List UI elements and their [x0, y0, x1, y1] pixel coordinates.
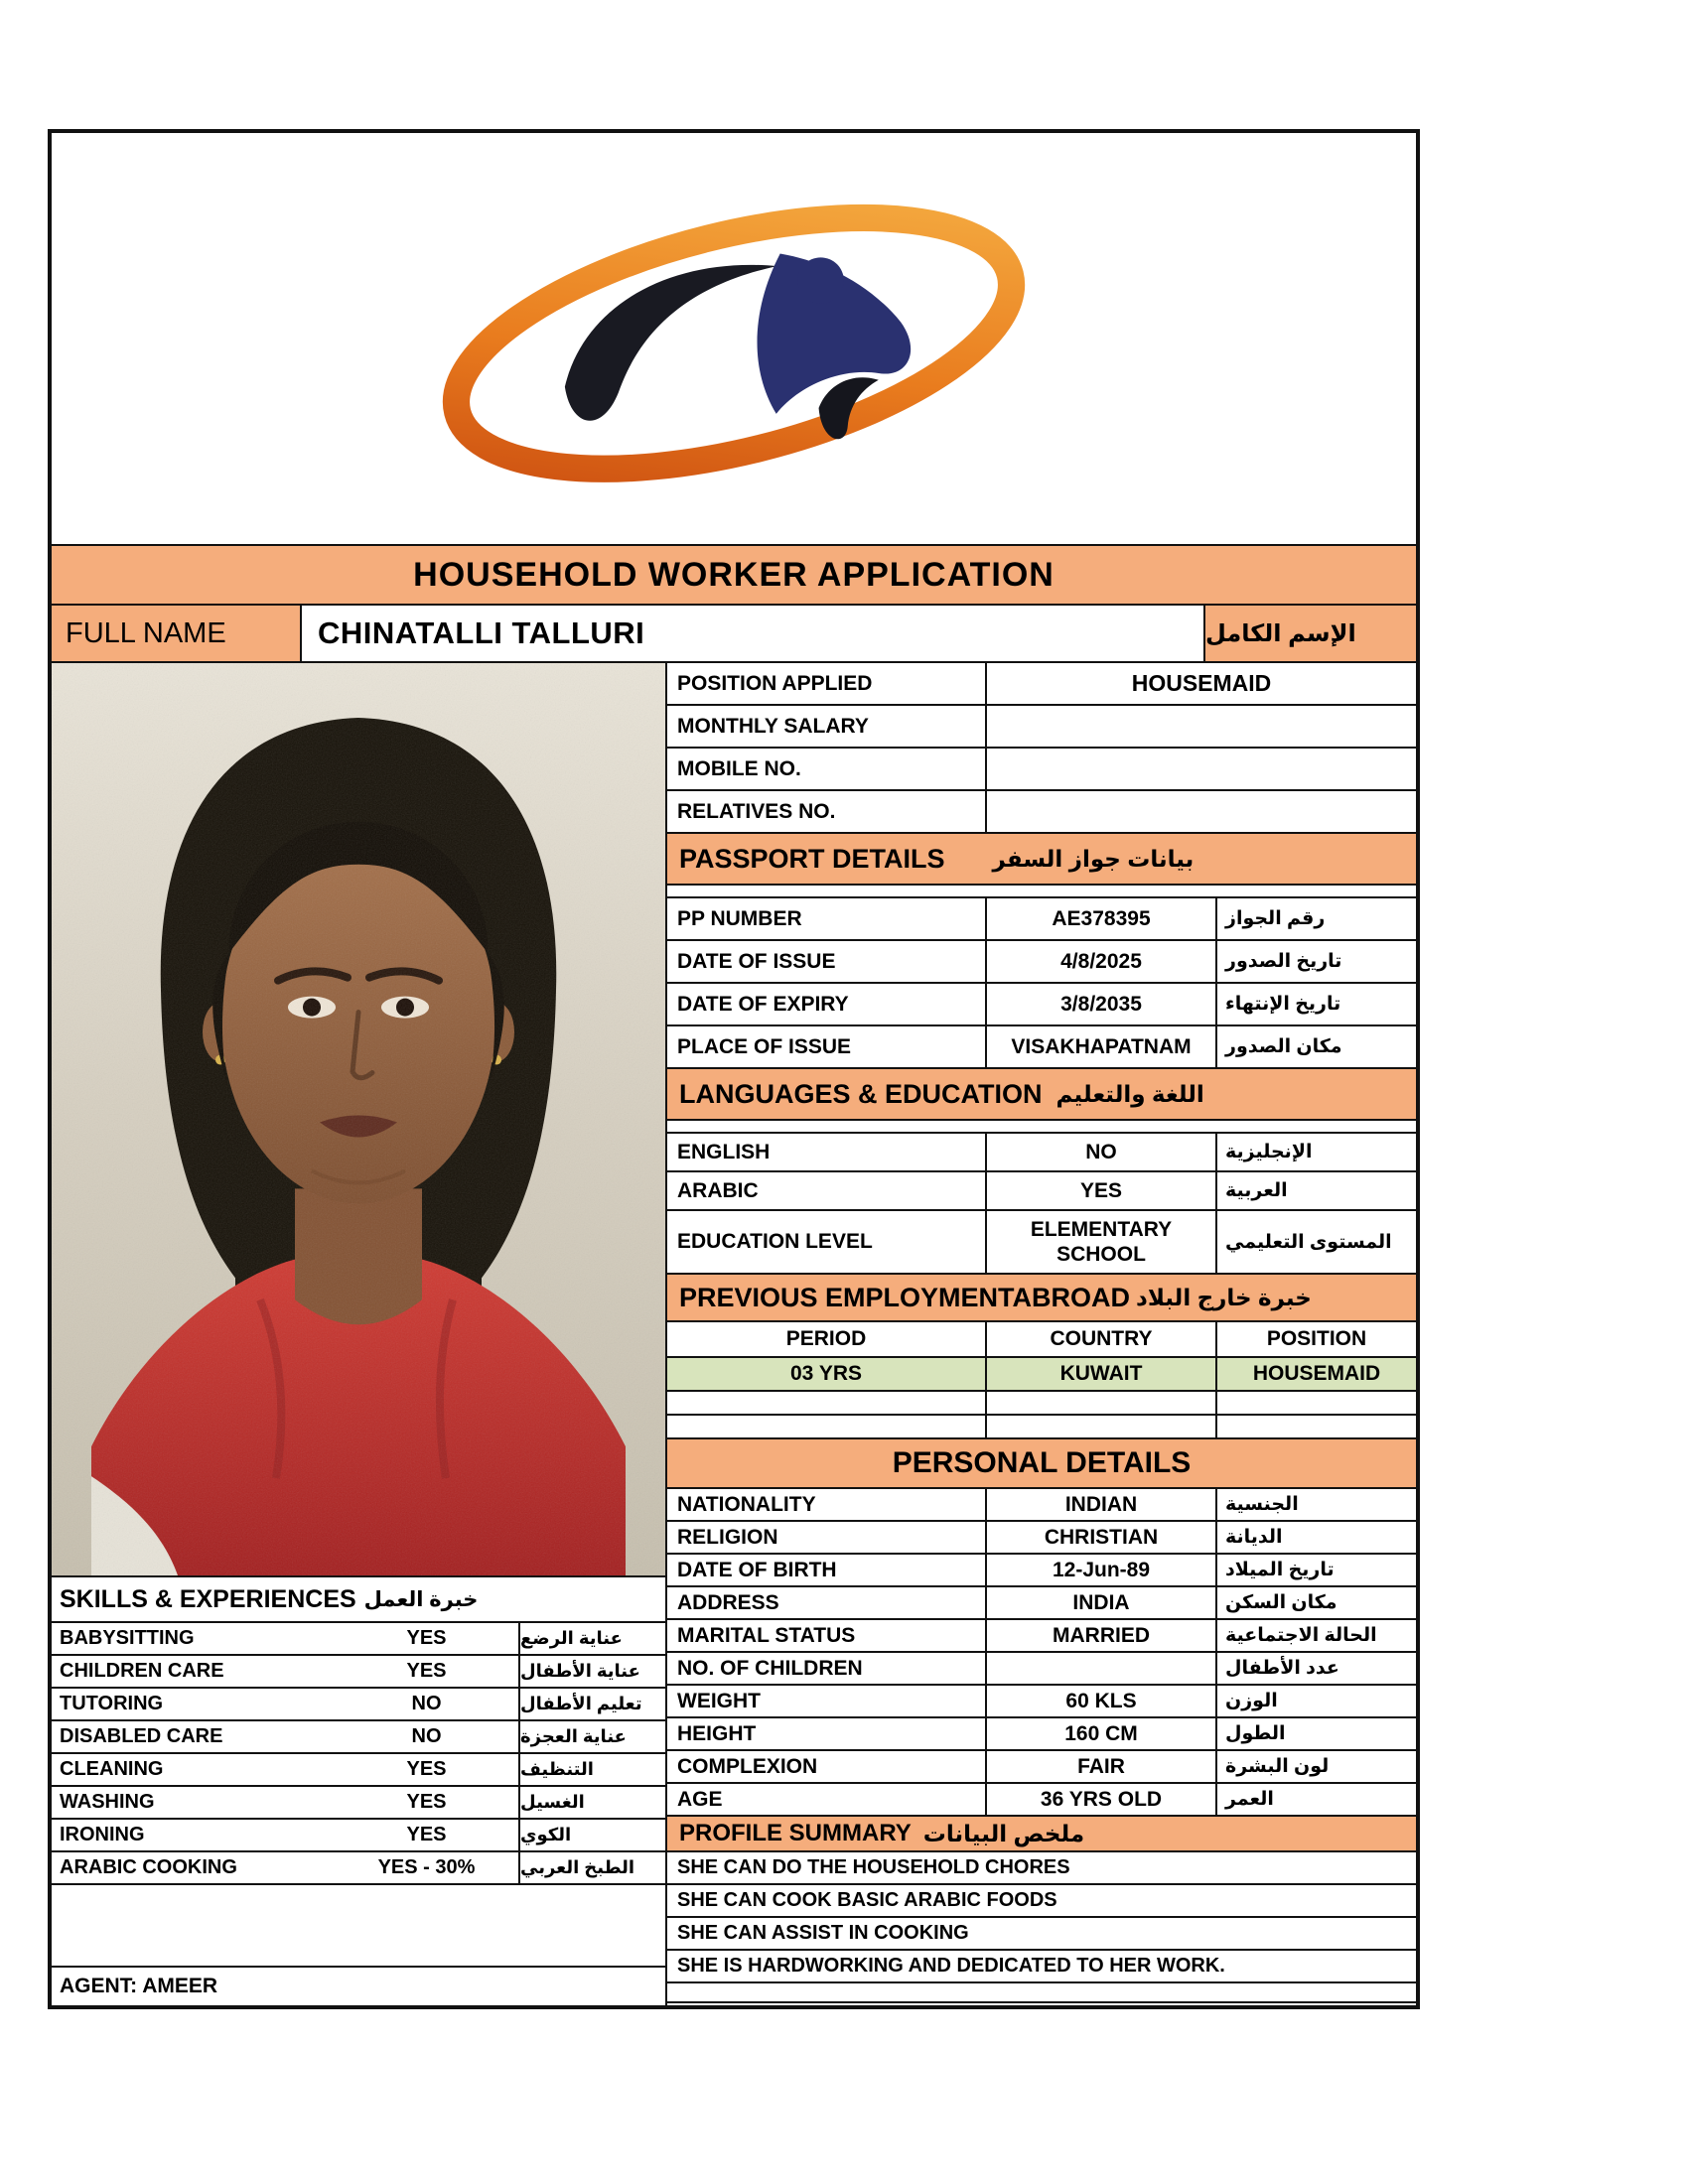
height-label-arabic: الطول: [1215, 1718, 1416, 1749]
marital-status-label: MARITAL STATUS: [677, 1623, 856, 1647]
skills-title: SKILLS & EXPERIENCES: [60, 1584, 356, 1613]
languages-title: LANGUAGES & EDUCATION: [679, 1078, 1043, 1109]
nationality-label: NATIONALITY: [677, 1492, 816, 1516]
religion-label-arabic: الديانة: [1215, 1522, 1416, 1553]
skill-value: YES: [406, 1824, 447, 1845]
skill-label-arabic: الطبخ العربي: [518, 1852, 665, 1883]
relatives-no-value: [985, 791, 1416, 832]
mobile-no-value: [985, 749, 1416, 789]
pp-number-value: AE378395: [985, 898, 1215, 939]
weight-value: 60 KLS: [985, 1686, 1215, 1716]
country-column-header: COUNTRY: [985, 1322, 1215, 1356]
employment-title: PREVIOUS EMPLOYMENTABROAD: [679, 1282, 1131, 1312]
employment-period: 03 YRS: [790, 1362, 862, 1385]
skill-label-arabic: عناية الأطفال: [518, 1656, 665, 1687]
full-name-label-arabic: الإسم الكامل: [1205, 619, 1356, 647]
document-title: HOUSEHOLD WORKER APPLICATION: [52, 544, 1416, 606]
monthly-salary-label: MONTHLY SALARY: [677, 714, 869, 738]
profile-summary-title-arabic: ملخص البيانات: [922, 1820, 1085, 1846]
language-row: [667, 1172, 1416, 1211]
marital-status-value: MARRIED: [985, 1620, 1215, 1651]
date-of-expiry-label: DATE OF EXPIRY: [677, 992, 849, 1016]
complexion-label-arabic: لون البشرة: [1215, 1751, 1416, 1782]
skill-label: WASHING: [60, 1791, 155, 1813]
employment-position: HOUSEMAID: [1215, 1358, 1416, 1390]
employment-country: [985, 1416, 1215, 1437]
place-of-issue-label: PLACE OF ISSUE: [677, 1034, 852, 1058]
personal-row: [667, 1522, 1416, 1555]
marital-status-label-arabic: الحالة الاجتماعية: [1215, 1620, 1416, 1651]
skill-label: CHILDREN CARE: [60, 1660, 224, 1682]
arabic-label-arabic: العربية: [1215, 1172, 1416, 1209]
skill-row: [52, 1787, 665, 1820]
date-of-issue-label-arabic: تاريخ الصدور: [1215, 941, 1416, 982]
skill-label-arabic: الغسيل: [518, 1787, 665, 1818]
skill-label: CLEANING: [60, 1758, 164, 1780]
passport-title: PASSPORT DETAILS: [679, 843, 945, 874]
employment-period: [667, 1392, 985, 1414]
application-row: [667, 663, 1416, 706]
skills-title-arabic: خبرة العمل: [363, 1587, 479, 1611]
employment-position: [1215, 1416, 1416, 1437]
employment-title-arabic: خبرة خارج البلاد: [1136, 1284, 1312, 1310]
left-column: [52, 663, 665, 2005]
employment-period: [667, 1416, 985, 1437]
skill-value: YES: [406, 1791, 447, 1813]
english-value: NO: [985, 1134, 1215, 1170]
employment-position: [1215, 1392, 1416, 1414]
personal-row: [667, 1718, 1416, 1751]
address-value: INDIA: [985, 1587, 1215, 1618]
profile-summary-title: PROFILE SUMMARY: [679, 1820, 912, 1846]
personal-row: [667, 1489, 1416, 1522]
no-of-children-value: [985, 1653, 1215, 1684]
weight-label: WEIGHT: [677, 1689, 761, 1712]
profile-summary-line: SHE IS HARDWORKING AND DEDICATED TO HER WORK.: [667, 1951, 1416, 1983]
skill-label: DISABLED CARE: [60, 1725, 223, 1747]
pp-number-label: PP NUMBER: [677, 906, 802, 930]
personal-row: [667, 1653, 1416, 1686]
age-label-arabic: العمر: [1215, 1784, 1416, 1815]
arabic-value: YES: [985, 1172, 1215, 1209]
application-row: [667, 791, 1416, 834]
age-value: 36 YRS OLD: [985, 1784, 1215, 1815]
skill-row: [52, 1852, 665, 1885]
english-label: ENGLISH: [677, 1140, 771, 1163]
personal-row: [667, 1555, 1416, 1587]
employment-empty-row: [667, 1392, 1416, 1416]
employment-columns-row: [667, 1322, 1416, 1358]
address-label-arabic: مكان السكن: [1215, 1587, 1416, 1618]
skill-label: IRONING: [60, 1824, 145, 1845]
personal-row: [667, 1587, 1416, 1620]
language-row: [667, 1134, 1416, 1172]
passport-row: [667, 984, 1416, 1026]
empty-line: [667, 1983, 1416, 2003]
education-row: [667, 1211, 1416, 1275]
date-of-issue-value: 4/8/2025: [985, 941, 1215, 982]
application-row: [667, 749, 1416, 791]
passport-row: [667, 1026, 1416, 1069]
skill-row: [52, 1721, 665, 1754]
application-row: [667, 706, 1416, 749]
height-value: 160 CM: [985, 1718, 1215, 1749]
skill-row: [52, 1656, 665, 1689]
height-label: HEIGHT: [677, 1721, 757, 1745]
religion-label: RELIGION: [677, 1525, 778, 1549]
skill-label-arabic: تعليم الأطفال: [518, 1689, 665, 1719]
address-label: ADDRESS: [677, 1590, 779, 1614]
date-of-birth-label: DATE OF BIRTH: [677, 1558, 837, 1581]
passport-section-header: [667, 834, 1416, 886]
position-column-header: POSITION: [1215, 1322, 1416, 1356]
skill-label-arabic: التنظيف: [518, 1754, 665, 1785]
full-name-row: [52, 606, 1416, 663]
arabic-label: ARABIC: [677, 1178, 759, 1202]
personal-row: [667, 1784, 1416, 1817]
mobile-no-label: MOBILE NO.: [677, 756, 801, 780]
date-of-birth-value: 12-Jun-89: [985, 1555, 1215, 1585]
full-name-label: FULL NAME: [66, 616, 226, 649]
languages-section-header: [667, 1069, 1416, 1121]
complexion-value: FAIR: [985, 1751, 1215, 1782]
applicant-photo: [52, 663, 665, 1577]
english-label-arabic: الإنجليزية: [1215, 1134, 1416, 1170]
date-of-expiry-label-arabic: تاريخ الإنتهاء: [1215, 984, 1416, 1024]
skill-row: [52, 1754, 665, 1787]
logo-area: [52, 133, 1416, 544]
relatives-no-label: RELATIVES NO.: [677, 799, 836, 823]
education-level-label-arabic: المستوى التعليمي: [1215, 1211, 1416, 1273]
skills-section-header: [52, 1577, 665, 1623]
place-of-issue-value: VISAKHAPATNAM: [985, 1026, 1215, 1067]
spacer: [52, 1885, 665, 1966]
date-of-issue-label: DATE OF ISSUE: [677, 949, 836, 973]
skill-label: TUTORING: [60, 1693, 164, 1714]
full-name-value: CHINATALLI TALLURI: [300, 606, 1205, 661]
skill-row: [52, 1689, 665, 1721]
spacer: [667, 886, 1416, 898]
weight-label-arabic: الوزن: [1215, 1686, 1416, 1716]
profile-summary-line: SHE CAN ASSIST IN COOKING: [667, 1918, 1416, 1951]
nationality-label-arabic: الجنسية: [1215, 1489, 1416, 1520]
employment-country: KUWAIT: [985, 1358, 1215, 1390]
passport-row: [667, 941, 1416, 984]
personal-row: [667, 1751, 1416, 1784]
religion-value: CHRISTIAN: [985, 1522, 1215, 1553]
nationality-value: INDIAN: [985, 1489, 1215, 1520]
personal-row: [667, 1686, 1416, 1718]
skill-label: ARABIC COOKING: [60, 1856, 237, 1878]
no-of-children-label-arabic: عدد الأطفال: [1215, 1653, 1416, 1684]
skill-value: YES: [406, 1758, 447, 1780]
skill-label-arabic: عناية العجزة: [518, 1721, 665, 1752]
agent-name: AGENT: AMEER: [52, 1966, 665, 2005]
passport-title-arabic: بيانات جواز السفر: [992, 845, 1195, 872]
agency-logo: [366, 165, 1101, 512]
profile-summary-line: SHE CAN COOK BASIC ARABIC FOODS: [667, 1885, 1416, 1918]
education-level-label: EDUCATION LEVEL: [677, 1230, 873, 1253]
skill-value: YES: [406, 1660, 447, 1682]
personal-title: PERSONAL DETAILS: [892, 1446, 1192, 1479]
profile-summary-header: [667, 1817, 1416, 1852]
date-of-expiry-value: 3/8/2035: [985, 984, 1215, 1024]
position-applied-value: HOUSEMAID: [985, 663, 1416, 704]
personal-row: [667, 1620, 1416, 1653]
spacer: [667, 2003, 1416, 2005]
application-document: [48, 129, 1420, 2009]
skill-row: [52, 1623, 665, 1656]
employment-section-header: [667, 1275, 1416, 1322]
languages-title-arabic: اللغة والتعليم: [1055, 1080, 1204, 1107]
main-content: [52, 663, 1416, 2005]
skill-label-arabic: عناية الرضع: [518, 1623, 665, 1654]
employment-country: [985, 1392, 1215, 1414]
place-of-issue-label-arabic: مكان الصدور: [1215, 1026, 1416, 1067]
personal-section-header: [667, 1439, 1416, 1489]
skill-value: YES - 30%: [377, 1856, 476, 1878]
right-column: [665, 663, 1416, 2005]
period-column-header: PERIOD: [785, 1327, 867, 1350]
education-level-value: ELEMENTARY SCHOOL: [985, 1211, 1215, 1273]
skill-label-arabic: الكوي: [518, 1820, 665, 1850]
age-label: AGE: [677, 1787, 723, 1811]
pp-number-label-arabic: رقم الجواز: [1215, 898, 1416, 939]
skill-row: [52, 1820, 665, 1852]
no-of-children-label: NO. OF CHILDREN: [677, 1656, 863, 1680]
skill-label: BABYSITTING: [60, 1627, 195, 1649]
monthly-salary-value: [985, 706, 1416, 747]
date-of-birth-label-arabic: تاريخ الميلاد: [1215, 1555, 1416, 1585]
passport-row: [667, 898, 1416, 941]
skill-value: NO: [411, 1725, 442, 1747]
profile-summary-line: SHE CAN DO THE HOUSEHOLD CHORES: [667, 1852, 1416, 1885]
skill-value: NO: [411, 1693, 442, 1714]
applicant-photo-image: [52, 663, 665, 1575]
complexion-label: COMPLEXION: [677, 1754, 818, 1778]
skill-value: YES: [406, 1627, 447, 1649]
employment-empty-row: [667, 1416, 1416, 1439]
employment-record-row: [667, 1358, 1416, 1392]
spacer: [667, 1121, 1416, 1134]
position-applied-label: POSITION APPLIED: [677, 671, 873, 695]
